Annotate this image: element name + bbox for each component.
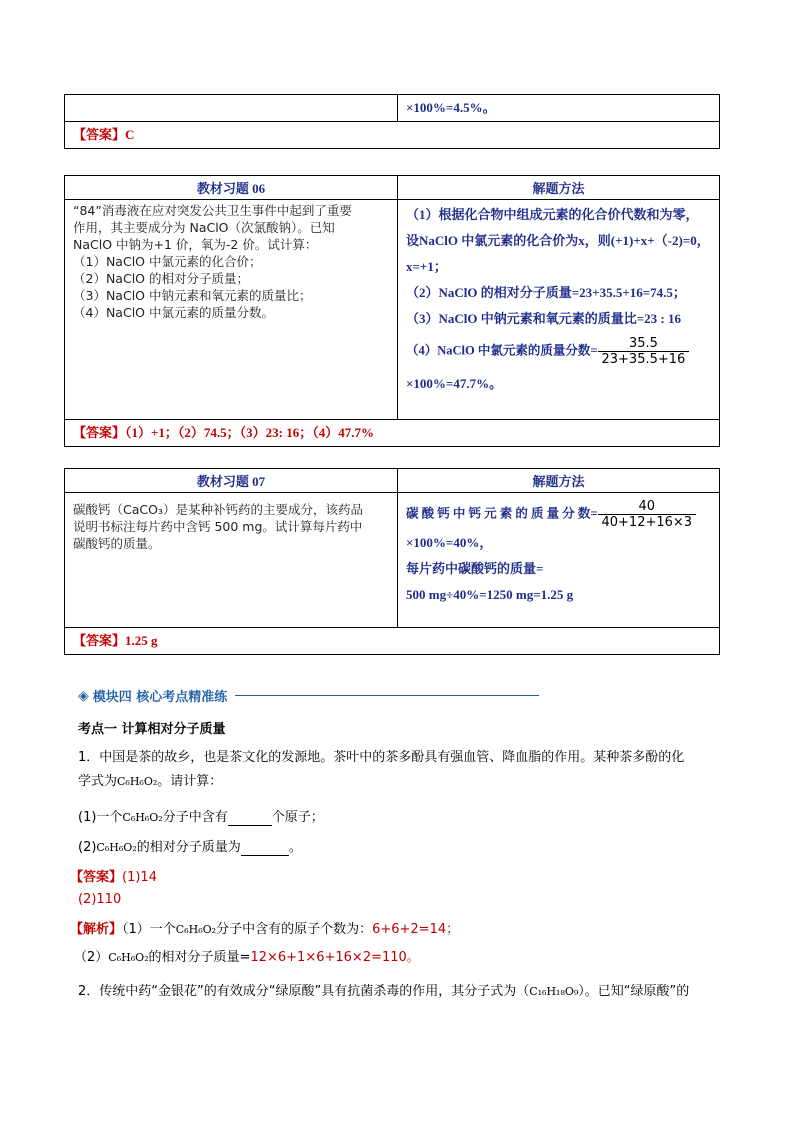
answer-value: (2)110 — [78, 892, 122, 907]
module-header — [78, 686, 539, 705]
exercise-06-table — [64, 175, 720, 447]
exercise-05-left-cell — [65, 95, 398, 122]
chemical-formula: C₆H₆O₂ — [122, 811, 163, 824]
analysis-line-2 — [74, 946, 420, 965]
question-text: 个原子； — [271, 810, 324, 825]
exercise-06-right-header: 解题方法 — [398, 176, 720, 200]
answer-blank[interactable] — [228, 810, 272, 826]
question-line: 作用，其主要成分为 NaClO（次氯酸钠）。已知 — [73, 220, 335, 235]
exercise-07-solution — [398, 493, 720, 628]
question-text: (2) — [78, 840, 97, 855]
question-text: 2．传统中药“金银花”的有效成分“绿原酸”具有抗菌杀毒的作用，其分子式为（ — [78, 984, 530, 999]
section-title: 考点一 计算相对分子质量 — [78, 722, 226, 737]
answer-label: 【答案】 — [70, 870, 123, 885]
answer-label: 【答案】 — [73, 426, 126, 441]
solution-line: （3）NaClO 中钠元素和氧元素的质量比=23 : 16 — [406, 311, 681, 326]
answer-blank[interactable] — [241, 840, 289, 856]
analysis-value: 12×6+1×6+16×2=110。 — [250, 950, 420, 965]
solution-line: （1）根据化合物中组成元素的化合价代数和为零， — [406, 207, 699, 222]
answer-label: 【答案】 — [73, 634, 126, 649]
solution-line: ×100%=47.7%。 — [406, 376, 503, 391]
exercise-06-answer-row — [65, 420, 720, 447]
question-line: 碳酸钙（CaCO₃）是某种补钙药的主要成分，该药品 — [73, 502, 363, 517]
question-text: 分子中含有 — [162, 810, 228, 825]
analysis-line-1 — [70, 918, 459, 937]
answer-label: 【答案】 — [73, 128, 126, 143]
question-line: （2）NaClO 的相对分子质量； — [73, 271, 249, 286]
question-line — [78, 770, 728, 794]
analysis-text: （1）一个 — [122, 922, 176, 937]
exercise-05-table — [64, 94, 720, 149]
solution-line: x=+1； — [406, 259, 447, 274]
chemical-formula: C₁₆H₁₈O₉ — [529, 985, 579, 998]
question-text: 的相对分子质量为 — [136, 840, 241, 855]
exercise-05-answer-row — [65, 122, 720, 149]
solution-line: （2）NaClO 的相对分子质量=23+35.5+16=74.5； — [406, 285, 686, 300]
module-divider — [235, 695, 539, 696]
analysis-text: 的相对分子质量= — [148, 950, 251, 965]
exercise-05-result: ×100%=4.5%。 — [406, 100, 496, 115]
sub-question-2 — [78, 836, 302, 856]
solution-line: 每片药中碳酸钙的质量= — [406, 561, 544, 576]
question-line: 1．中国是茶的故乡，也是茶文化的发源地。茶叶中的茶多酚具有强血管、降血脂的作用。某种茶多酚的化 — [78, 750, 685, 765]
analysis-label: 【解析】 — [70, 922, 123, 937]
answer-value: 1.25 g — [125, 633, 158, 648]
exercise-06-left-header: 教材习题 06 — [65, 176, 398, 200]
chemical-formula: C₆H₆O₂ — [117, 775, 158, 788]
question-line: （3）NaClO 中钠元素和氧元素的质量比； — [73, 288, 312, 303]
question-text: 。 — [288, 840, 302, 855]
exercise-05-right-cell — [398, 95, 720, 122]
analysis-value: 6+6+2=14； — [372, 922, 460, 937]
exercise-07-answer-row — [65, 628, 720, 655]
question-line: （1）NaClO 中氯元素的化合价； — [73, 254, 262, 269]
question-1 — [78, 746, 728, 794]
exercise-06-question — [65, 200, 398, 420]
question-text: 。请计算： — [157, 774, 223, 789]
solution-line: 设NaClO 中氯元素的化合价为x，则(+1)+x+（-2)=0， — [406, 233, 710, 248]
exercise-07-left-header: 教材习题 07 — [65, 469, 398, 493]
answer-value: （1）+1；（2）74.5；（3）23: 16；（4）47.7% — [125, 425, 375, 440]
question-line: （4）NaClO 中氯元素的质量分数。 — [73, 305, 274, 320]
question-text: 学式为 — [78, 774, 118, 789]
fraction-denominator: 23+35.5+16 — [598, 351, 690, 367]
chemical-formula: C₆H₆O₂ — [96, 841, 137, 854]
solution-text: 碳 酸 钙 中 钙 元 素 的 质 量 分 数= — [406, 506, 598, 521]
exercise-07-question — [65, 493, 398, 628]
question-text: ）。已知“绿原酸”的 — [578, 984, 690, 999]
solution-fraction-line — [406, 336, 711, 367]
fraction — [598, 499, 697, 530]
question-line: 说明书标注每片药中含钙 500 mg。试计算每片药中 — [73, 519, 363, 534]
solution-line: ×100%=40%， — [406, 535, 493, 550]
chemical-formula: C₆H₆O₂ — [108, 951, 149, 964]
solution-line: 500 mg÷40%=1250 mg=1.25 g — [406, 587, 574, 602]
exercise-07-table — [64, 468, 720, 655]
question-line: 碳酸钙的质量。 — [73, 536, 161, 551]
module-title: 模块四 核心考点精准练 — [92, 690, 228, 705]
question-2 — [78, 980, 689, 999]
sub-question-1 — [78, 806, 324, 826]
fraction — [598, 336, 690, 367]
exercise-07-right-header: 解题方法 — [398, 469, 720, 493]
question-line: NaClO 中钠为+1 价，氧为-2 价。试计算： — [73, 237, 318, 252]
fraction-numerator: 35.5 — [628, 336, 658, 351]
solution-fraction-line — [406, 499, 711, 530]
exercise-06-solution — [398, 200, 720, 420]
chemical-formula: C₆H₆O₂ — [175, 923, 217, 936]
fraction-denominator: 40+12+16×3 — [598, 514, 697, 530]
fraction-numerator: 40 — [638, 499, 656, 514]
analysis-text: 分子中含有的原子个数为： — [216, 922, 373, 937]
question-line: “84”消毒液在应对突发公共卫生事件中起到了重要 — [73, 203, 352, 218]
analysis-text: （2） — [74, 950, 109, 965]
answer-value: C — [125, 127, 135, 142]
diamond-icon: ◈ — [78, 687, 89, 704]
answer-block — [70, 866, 157, 885]
solution-text: （4）NaClO 中氯元素的质量分数= — [406, 343, 598, 358]
answer-value: (1)14 — [122, 870, 157, 885]
question-text: (1)一个 — [78, 810, 123, 825]
